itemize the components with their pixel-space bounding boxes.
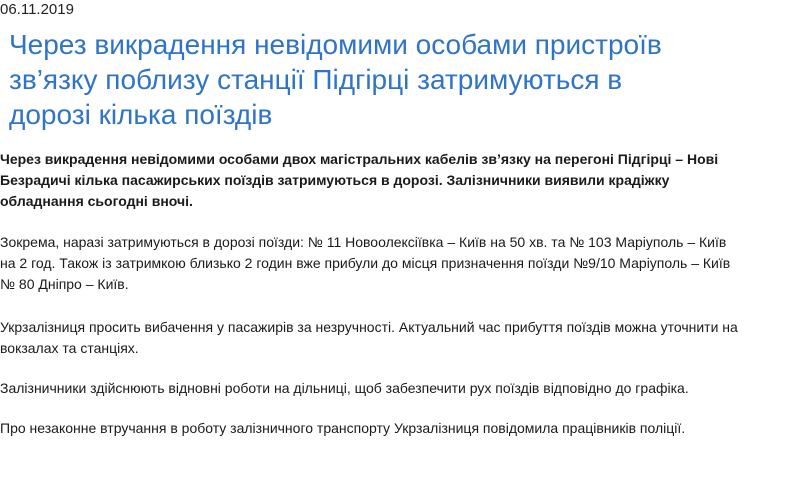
paragraph-line: вокзалах та станціях. — [0, 340, 139, 356]
paragraph-repair-works — [0, 378, 812, 399]
paragraph-delayed-trains — [0, 232, 812, 295]
article-lead — [0, 149, 812, 212]
lead-line: обладнання сьогодні вночі. — [0, 193, 193, 209]
headline-line: дорозі кілька поїздів — [9, 99, 273, 130]
headline-line: зв’язку поблизу станції Підгірці затримуються в — [9, 64, 623, 95]
paragraph-line: Залізничники здійснюють відновні роботи на дільниці, щоб забезпечити рух поїздів відповідно до графіка. — [0, 380, 689, 396]
paragraph-apology — [0, 317, 812, 359]
paragraph-line: Про незаконне втручання в роботу залізничного транспорту Укрзалізниця повідомила працівників поліції. — [0, 420, 686, 436]
paragraph-line: Зокрема, наразі затримуються в дорозі поїзди: № 11 Новоолексіївка – Київ на 50 хв. та № 103 Маріуполь – Київ — [0, 234, 727, 250]
lead-line: Безрадичі кілька пасажирських поїздів затримуються в дорозі. Залізничники виявили крадіжку — [0, 172, 670, 188]
paragraph-line: на 2 год. Також із затримкою близько 2 годин вже прибули до місця призначення поїзди №9/10 Маріуполь – Київ — [0, 255, 731, 271]
publication-date: 06.11.2019 — [0, 1, 74, 18]
article-headline — [9, 27, 812, 132]
paragraph-line: Укрзалізниця просить вибачення у пасажирів за незручності. Актуальний час прибуття поїздів можна уточнити на — [0, 319, 738, 335]
paragraph-police-notice — [0, 418, 812, 439]
paragraph-line: № 80 Дніпро – Київ. — [0, 276, 129, 292]
lead-line: Через викрадення невідомими особами двох магістральних кабелів зв’язку на перегоні Підгірці – Нові — [0, 151, 719, 167]
headline-line: Через викрадення невідомими особами пристроїв — [9, 29, 662, 60]
